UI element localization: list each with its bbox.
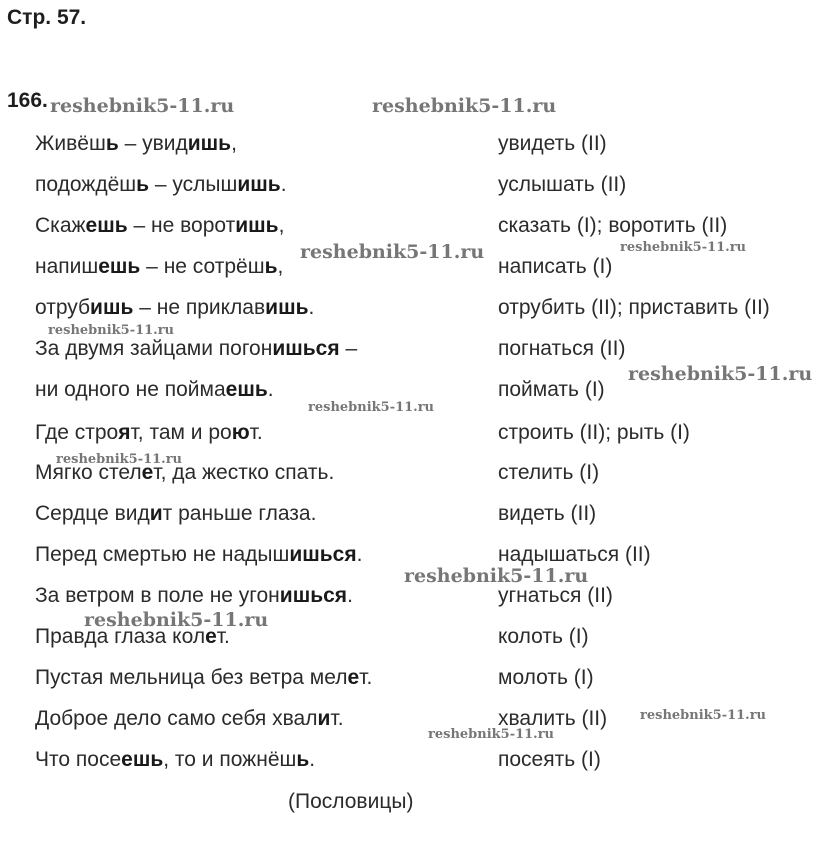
proverb-row [0, 211, 815, 241]
highlighted-ending: е [85, 214, 98, 237]
highlighted-ending: шь [250, 173, 281, 196]
text-segment: Скаж [35, 214, 86, 237]
highlighted-ending: и [90, 296, 103, 319]
watermark-text: reshebnik5-11.ru [428, 727, 555, 742]
highlighted-ending: е [225, 378, 238, 401]
highlighted-ending: шься [302, 543, 357, 566]
proverb-row [0, 418, 815, 448]
infinitive-conjugation: погнаться (II) [498, 337, 626, 360]
watermark-text: reshebnik5-11.ru [50, 95, 235, 117]
text-segment: . [280, 173, 287, 196]
infinitive-conjugation: поймать (I) [498, 378, 605, 401]
text-segment: – не приклав [133, 296, 266, 319]
text-segment: . [309, 748, 316, 771]
text-segment: За ветром в поле не угон [35, 584, 280, 607]
text-segment: Мягко стел [35, 461, 142, 484]
highlighted-ending: и [265, 296, 279, 319]
proverb-row [0, 499, 815, 529]
infinitive-conjugation: колоть (I) [498, 625, 589, 648]
infinitive-conjugation: посеять (I) [498, 748, 601, 771]
highlighted-ending: и [289, 543, 303, 566]
highlighted-ending: е [98, 255, 110, 278]
text-segment: . [267, 378, 274, 401]
highlighted-ending: и [237, 173, 251, 196]
proverb-text [35, 663, 372, 693]
text-segment: Сердце вид [35, 502, 150, 525]
page-header: Стр. 57. [7, 6, 87, 29]
highlighted-ending: е [121, 748, 133, 771]
proverb-text [35, 745, 315, 775]
proverb-text [35, 170, 287, 200]
proverb-row [0, 745, 815, 775]
text-segment: , то и пожнёш [163, 748, 297, 771]
highlighted-ending: е [347, 666, 360, 689]
proverb-text [35, 581, 353, 611]
text-segment: – [339, 337, 358, 360]
proverb-row [0, 129, 815, 159]
highlighted-ending: ь [105, 132, 119, 155]
watermark-text: reshebnik5-11.ru [300, 241, 485, 263]
text-segment: Живёш [35, 132, 106, 155]
text-segment: . [308, 296, 315, 319]
highlighted-ending: шь [200, 132, 232, 155]
watermark-text: reshebnik5-11.ru [620, 240, 747, 255]
text-segment: , [278, 214, 285, 237]
proverb-row [0, 334, 815, 364]
text-segment: т. [330, 707, 344, 730]
watermark-text: reshebnik5-11.ru [404, 565, 589, 587]
text-segment: – услыш [149, 173, 238, 196]
highlighted-ending: шься [292, 584, 348, 607]
highlighted-ending: шь [97, 214, 128, 237]
highlighted-ending: ь [264, 255, 278, 278]
infinitive-conjugation: молоть (I) [498, 666, 594, 689]
highlighted-ending: ю [231, 421, 250, 444]
watermark-text: reshebnik5-11.ru [308, 400, 435, 415]
text-segment: – увид [118, 132, 188, 155]
highlighted-ending: и [272, 337, 286, 360]
watermark-text: reshebnik5-11.ru [372, 95, 557, 117]
highlighted-ending: и [187, 132, 201, 155]
proverb-text [35, 293, 314, 323]
highlighted-ending: и [317, 707, 331, 730]
text-segment: . [356, 543, 363, 566]
text-segment: т. [216, 625, 230, 648]
watermark-text: reshebnik5-11.ru [628, 363, 813, 385]
text-segment: ни одного не пойма [35, 378, 226, 401]
source-label: (Пословицы) [288, 790, 414, 813]
highlighted-ending: шь [132, 748, 164, 771]
proverb-text [35, 418, 263, 448]
proverb-text [35, 252, 283, 282]
infinitive-conjugation: написать (I) [498, 255, 613, 278]
text-segment: т раньше глаза. [162, 502, 317, 525]
text-segment: подождёш [35, 173, 137, 196]
highlighted-ending: я [118, 421, 131, 444]
highlighted-ending: ь [296, 748, 310, 771]
text-segment: Пустая мельница без ветра мел [35, 666, 348, 689]
highlighted-ending: и [235, 214, 249, 237]
highlighted-ending: е [205, 625, 217, 648]
highlighted-ending: шь [237, 378, 268, 401]
watermark-text: reshebnik5-11.ru [56, 452, 183, 467]
infinitive-conjugation: строить (II); рыть (I) [498, 421, 690, 444]
text-segment: Доброе дело само себя хвал [35, 707, 318, 730]
text-segment: т, там и ро [130, 421, 232, 444]
infinitive-conjugation: услышать (II) [498, 173, 627, 196]
proverb-text [35, 211, 284, 241]
proverb-text [35, 334, 357, 364]
highlighted-ending: шь [248, 214, 279, 237]
text-segment: т. [249, 421, 263, 444]
proverb-row [0, 170, 815, 200]
watermark-text: reshebnik5-11.ru [84, 609, 269, 631]
proverb-text [35, 129, 237, 159]
highlighted-ending: е [141, 461, 154, 484]
proverb-text [35, 540, 362, 570]
proverb-text [35, 499, 316, 529]
infinitive-conjugation: угнаться (II) [498, 584, 613, 607]
text-segment: т. [359, 666, 373, 689]
proverb-text [35, 375, 274, 405]
highlighted-ending: шь [109, 255, 141, 278]
text-segment: – не сотрёш [140, 255, 265, 278]
infinitive-conjugation: стелить (I) [498, 461, 600, 484]
highlighted-ending: и [279, 584, 293, 607]
text-segment: Правда глаза кол [35, 625, 206, 648]
highlighted-ending: ь [136, 173, 150, 196]
proverb-row [0, 293, 815, 323]
text-segment: , [277, 255, 284, 278]
infinitive-conjugation: увидеть (II) [498, 132, 607, 155]
highlighted-ending: и [149, 502, 163, 525]
infinitive-conjugation: видеть (II) [498, 502, 597, 525]
text-segment: отруб [35, 296, 91, 319]
text-segment: За двумя зайцами погон [35, 337, 273, 360]
text-segment: , [231, 132, 237, 155]
text-segment: – не ворот [127, 214, 236, 237]
text-segment: . [347, 584, 353, 607]
infinitive-conjugation: хвалить (II) [498, 707, 608, 730]
watermark-text: reshebnik5-11.ru [48, 323, 175, 338]
highlighted-ending: шь [102, 296, 134, 319]
infinitive-conjugation: надышаться (II) [498, 543, 651, 566]
exercise-number: 166. [7, 89, 48, 112]
watermark-text: reshebnik5-11.ru [640, 708, 767, 723]
text-segment: напиш [35, 255, 99, 278]
text-segment: т, да жестко спать. [153, 461, 335, 484]
highlighted-ending: шься [285, 337, 340, 360]
infinitive-conjugation: сказать (I); воротить (II) [498, 214, 728, 237]
proverb-text [35, 704, 344, 734]
text-segment: Где стро [35, 421, 119, 444]
proverb-row [0, 663, 815, 693]
text-segment: Перед смертью не надыш [35, 543, 290, 566]
highlighted-ending: шь [278, 296, 309, 319]
infinitive-conjugation: отрубить (II); приставить (II) [498, 296, 770, 319]
text-segment: Что посе [35, 748, 122, 771]
